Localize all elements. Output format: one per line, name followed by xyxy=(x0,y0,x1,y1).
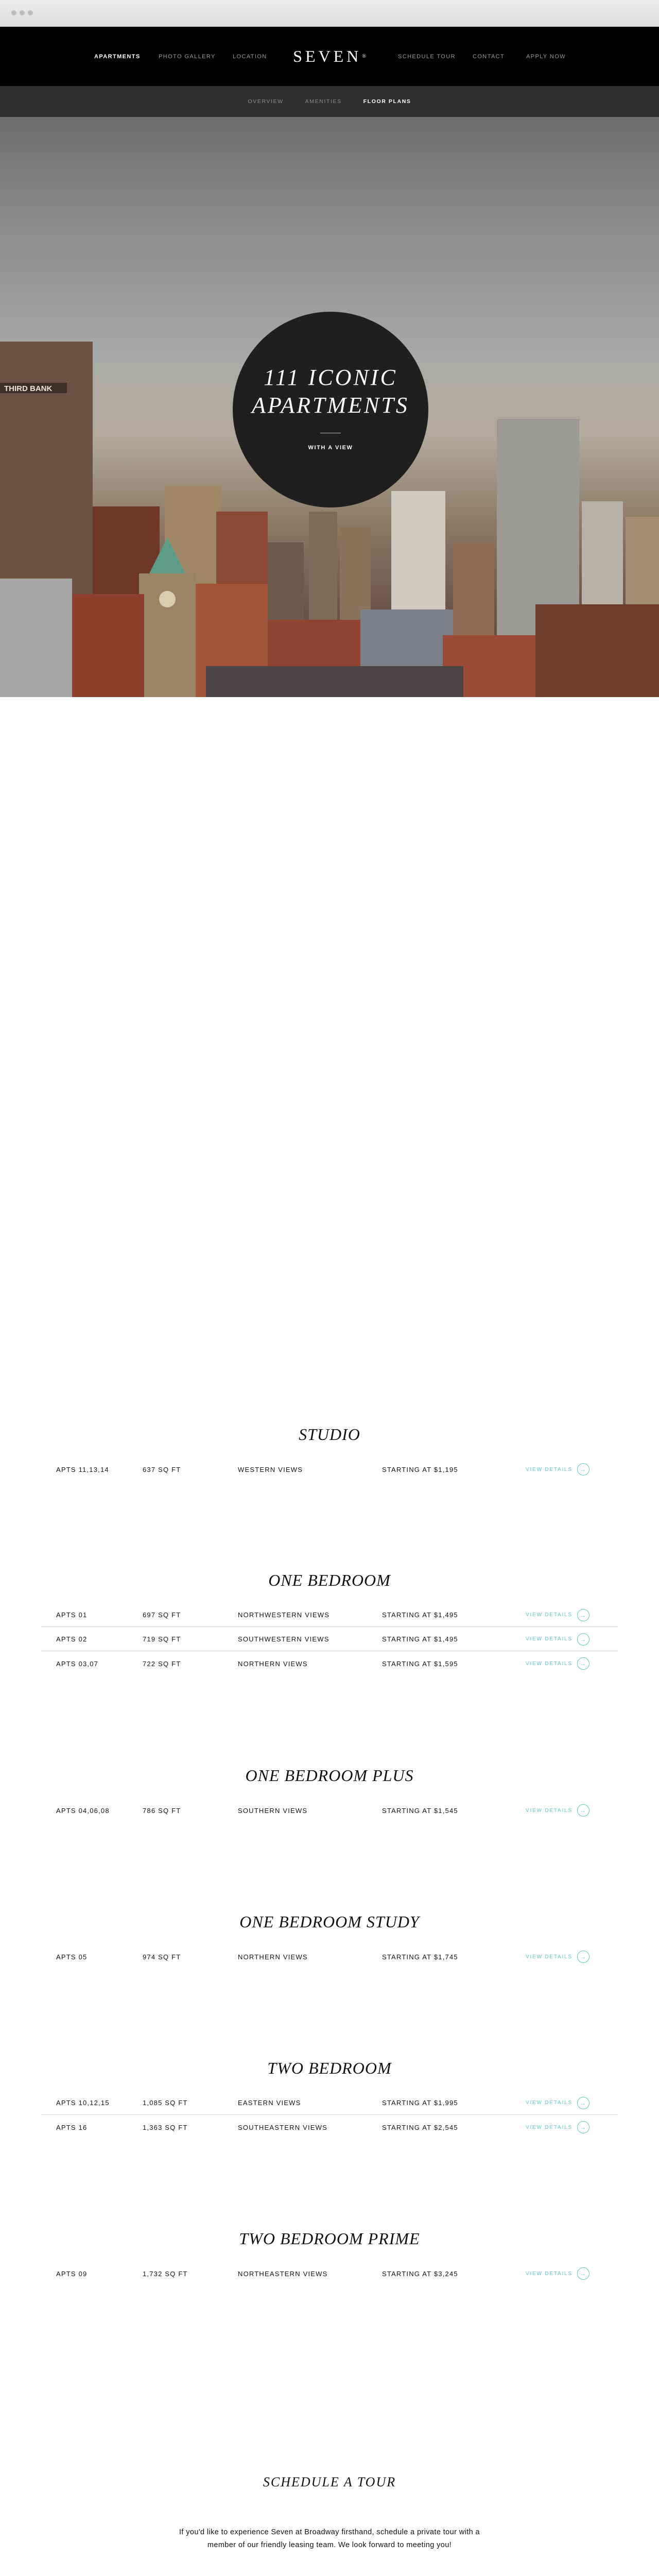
plan-price: STARTING AT $2,545 xyxy=(382,2123,458,2131)
nav-schedule-tour[interactable]: SCHEDULE TOUR xyxy=(398,53,456,60)
third-bank-sign: THIRD BANK xyxy=(4,384,53,393)
plan-price: STARTING AT $3,245 xyxy=(382,2269,458,2278)
view-details-link[interactable] xyxy=(526,1804,589,1817)
nav-photo-gallery[interactable]: PHOTO GALLERY xyxy=(159,53,216,60)
plan-apts: APTS 01 xyxy=(56,1611,88,1619)
plan-sqft: 719 SQ FT xyxy=(143,1635,181,1643)
view-details-label: VIEW DETAILS xyxy=(526,1954,573,1960)
site-logo-text: SEVEN xyxy=(293,47,362,65)
plan-apts: APTS 05 xyxy=(56,1953,88,1961)
plan-view: NORTHERN VIEWS xyxy=(238,1953,308,1961)
hero-banner xyxy=(0,117,659,697)
view-details-label: VIEW DETAILS xyxy=(526,1807,573,1814)
plan-sqft: 637 SQ FT xyxy=(143,1465,181,1473)
plan-price: STARTING AT $1,195 xyxy=(382,1465,458,1473)
plan-view: WESTERN VIEWS xyxy=(238,1465,303,1473)
subnav-amenities[interactable]: AMENITIES xyxy=(305,98,342,105)
plan-sqft: 722 SQ FT xyxy=(143,1659,181,1668)
plan-row xyxy=(41,1945,618,1969)
plan-title-one-bedroom: ONE BEDROOM xyxy=(268,1571,391,1589)
view-details-link[interactable] xyxy=(526,1463,589,1476)
plan-row xyxy=(41,2262,618,2285)
plan-view: NORTHERN VIEWS xyxy=(238,1659,308,1668)
plan-apts: APTS 03,07 xyxy=(56,1659,99,1668)
plan-sqft: 697 SQ FT xyxy=(143,1611,181,1619)
plan-title-one-bedroom-study: ONE BEDROOM STUDY xyxy=(239,1912,420,1931)
plan-row xyxy=(41,1603,618,1627)
page-spacer xyxy=(0,697,659,2422)
plan-apts: APTS 10,12,15 xyxy=(56,2099,110,2107)
plan-price: STARTING AT $1,495 xyxy=(382,1635,458,1643)
plan-title-studio: STUDIO xyxy=(299,1425,360,1444)
hero-title-line-1: 111 ICONIC xyxy=(264,364,397,390)
view-details-link[interactable] xyxy=(526,2267,589,2280)
plan-sqft: 974 SQ FT xyxy=(143,1953,181,1961)
plan-title-two-bedroom-prime: TWO BEDROOM PRIME xyxy=(239,2229,420,2248)
view-details-label: VIEW DETAILS xyxy=(526,2270,573,2277)
hero-title xyxy=(252,364,409,419)
plan-price: STARTING AT $1,745 xyxy=(382,1953,458,1961)
view-details-label: VIEW DETAILS xyxy=(526,1660,573,1667)
view-details-label: VIEW DETAILS xyxy=(526,1636,573,1642)
arrow-right-icon: → xyxy=(577,1463,589,1476)
arrow-right-icon: → xyxy=(577,1609,589,1621)
tour-intro-line-2: member of our friendly leasing team. We look forward to meeting you! xyxy=(207,2541,452,2549)
nav-apply-now[interactable]: APPLY NOW xyxy=(526,53,566,60)
plan-sqft: 1,732 SQ FT xyxy=(143,2269,188,2278)
arrow-right-icon: → xyxy=(577,1804,589,1817)
arrow-right-icon: → xyxy=(577,2121,589,2133)
plan-sqft: 1,363 SQ FT xyxy=(143,2123,188,2131)
plan-row xyxy=(41,2091,618,2115)
hero-tagline: WITH A VIEW xyxy=(308,444,353,451)
plan-row xyxy=(41,2115,618,2139)
schedule-tour-intro xyxy=(165,2526,494,2552)
arrow-right-icon: → xyxy=(577,1951,589,1963)
plan-view: NORTHEASTERN VIEWS xyxy=(238,2269,328,2278)
schedule-tour-title: SCHEDULE A TOUR xyxy=(263,2475,396,2489)
main-nav xyxy=(0,27,659,86)
view-details-link[interactable] xyxy=(526,1609,589,1621)
plan-row xyxy=(41,1652,618,1675)
plan-sqft: 786 SQ FT xyxy=(143,1806,181,1815)
hero-title-line-2: APARTMENTS xyxy=(252,392,409,418)
subnav-overview[interactable]: OVERVIEW xyxy=(248,98,284,105)
plan-row xyxy=(41,1628,618,1651)
plan-row xyxy=(41,1799,618,1822)
plan-view: EASTERN VIEWS xyxy=(238,2099,301,2107)
plan-view: NORTHWESTERN VIEWS xyxy=(238,1611,330,1619)
plan-apts: APTS 02 xyxy=(56,1635,88,1643)
view-details-label: VIEW DETAILS xyxy=(526,2124,573,2130)
plan-row xyxy=(41,1458,618,1481)
plan-title-two-bedroom: TWO BEDROOM xyxy=(267,2059,392,2077)
plan-price: STARTING AT $1,495 xyxy=(382,1611,458,1619)
plan-sqft: 1,085 SQ FT xyxy=(143,2099,188,2107)
plan-view: SOUTHERN VIEWS xyxy=(238,1806,308,1815)
view-details-link[interactable] xyxy=(526,1657,589,1670)
zoom-window-dot[interactable] xyxy=(28,10,33,15)
arrow-right-icon: → xyxy=(577,2267,589,2280)
nav-contact[interactable]: CONTACT xyxy=(473,53,505,60)
view-details-link[interactable] xyxy=(526,1951,589,1963)
plan-price: STARTING AT $1,995 xyxy=(382,2099,458,2107)
plan-view: SOUTHEASTERN VIEWS xyxy=(238,2123,328,2131)
tour-intro-line-1: If you'd like to experience Seven at Broadway firsthand, schedule a private tour with a xyxy=(179,2528,480,2536)
view-details-link[interactable] xyxy=(526,2121,589,2133)
sub-nav xyxy=(0,86,659,117)
plan-price: STARTING AT $1,595 xyxy=(382,1659,458,1668)
arrow-right-icon: → xyxy=(577,2097,589,2109)
view-details-label: VIEW DETAILS xyxy=(526,1466,573,1472)
plan-apts: APTS 11,13,14 xyxy=(56,1465,109,1473)
view-details-link[interactable] xyxy=(526,1633,589,1646)
plan-view: SOUTHWESTERN VIEWS xyxy=(238,1635,330,1643)
nav-apartments[interactable]: APARTMENTS xyxy=(94,53,141,60)
plan-title-one-bedroom-plus: ONE BEDROOM PLUS xyxy=(245,1766,414,1785)
arrow-right-icon: → xyxy=(577,1657,589,1670)
registered-mark: ® xyxy=(362,54,366,59)
browser-chrome xyxy=(0,0,659,27)
minimize-window-dot[interactable] xyxy=(20,10,25,15)
view-details-label: VIEW DETAILS xyxy=(526,2100,573,2106)
plan-price: STARTING AT $1,545 xyxy=(382,1806,458,1815)
window-controls xyxy=(11,10,33,15)
close-window-dot[interactable] xyxy=(11,10,16,15)
nav-location[interactable]: LOCATION xyxy=(233,53,267,60)
arrow-right-icon: → xyxy=(577,1633,589,1646)
plan-apts: APTS 16 xyxy=(56,2123,88,2131)
plan-apts: APTS 04,06,08 xyxy=(56,1806,110,1815)
subnav-floor-plans[interactable]: FLOOR PLANS xyxy=(363,98,411,105)
view-details-label: VIEW DETAILS xyxy=(526,1612,573,1618)
plan-apts: APTS 09 xyxy=(56,2269,88,2278)
hero-headline-circle xyxy=(233,312,428,507)
view-details-link[interactable] xyxy=(526,2097,589,2109)
